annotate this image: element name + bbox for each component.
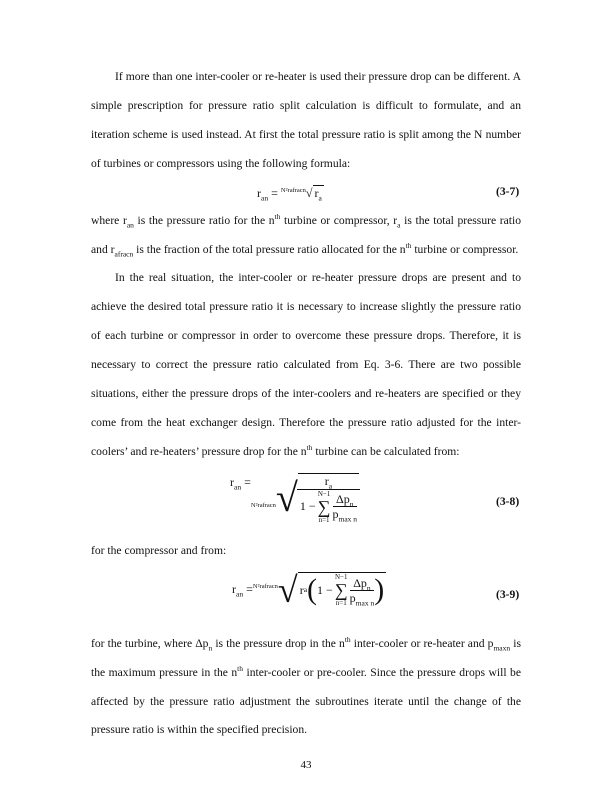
- text: is the pressure ratio for the n: [133, 213, 275, 227]
- text: th: [274, 211, 281, 221]
- subscript: n: [366, 583, 371, 593]
- sigma: ∑: [317, 496, 331, 517]
- text: turbine or compressor, r: [280, 213, 398, 227]
- root-index-sub: afracn: [259, 501, 276, 509]
- root-index: N²r: [250, 501, 260, 509]
- paragraph-intro: If more than one inter-cooler or re-heater is used their pressure drop can be different. A simple prescription for pressure ratio split calculation is difficult to formulate, and an iteration scheme is used instead. At first the total pressure ratio is split among the N number of turbines or compressors using the following formula:: [91, 70, 521, 170]
- symbol: Δp: [353, 575, 367, 590]
- text: turbine can be calculated from:: [312, 444, 460, 458]
- symbol: p: [349, 590, 356, 605]
- sum-bottom: n=1: [318, 515, 330, 524]
- symbol: Δp: [336, 492, 350, 507]
- text: th: [405, 240, 412, 250]
- sum-top: N−1: [334, 573, 348, 582]
- text: afracn: [114, 248, 134, 258]
- paragraph-compressor: for the compressor and from:: [91, 543, 227, 557]
- text: n: [208, 643, 213, 652]
- subscript: max n: [338, 514, 358, 524]
- equals: =: [271, 185, 278, 200]
- text: maxn: [493, 643, 511, 652]
- page-body: [91, 0, 521, 771]
- subscript: an: [236, 589, 244, 599]
- symbol: r: [257, 185, 261, 200]
- left-paren: (: [307, 573, 318, 607]
- text: In the real situation, the inter-cooler or re-heater pressure drops are present and to achieve the desired total pressure ratio it is necessary to increase slightly the pressure ratio of each turbine or compressor in order to overcome these pressure drops. Therefore, it is necessary to correct the pressure ratio calculated from Eq. 3-6. There are two possible situations, either the pressure drops of the inter-coolers and re-heaters are specified or they come from the heat exchanger design. Therefore the pressure ratio adjusted for the inter-coolers’ and re-heaters’ pressure drop for the n: [91, 271, 521, 458]
- symbol: r: [232, 582, 236, 597]
- one-minus: 1 −: [299, 499, 316, 514]
- symbol: r: [299, 582, 304, 597]
- text: turbine or compressor.: [411, 242, 519, 256]
- text: a: [397, 219, 401, 229]
- text: th: [344, 634, 351, 644]
- root-index-sub: afracn: [289, 186, 306, 194]
- text: is the total pressure ratio and r: [91, 213, 521, 256]
- paragraph-definitions: [91, 207, 521, 265]
- symbol: r: [230, 474, 234, 489]
- root-index: N²r: [252, 583, 262, 591]
- equation-3-8: $r_{an}$ = $^{N^2r}_{afracn}$ √ $r_a$ 1 − N−1 ∑ n=1 $\frac{\Delta p_n}{p_{max n}}$ (3-8): [230, 473, 520, 524]
- equals: =: [246, 582, 253, 597]
- symbol: r: [324, 473, 329, 488]
- text: th: [306, 443, 313, 453]
- symbol: r: [314, 185, 319, 200]
- summation: [335, 573, 348, 607]
- subscript: a: [318, 193, 322, 203]
- sum-bottom: n=1: [335, 599, 347, 608]
- text: inter-cooler or re-heater and p: [350, 636, 494, 650]
- right-paren: ): [374, 573, 385, 607]
- symbol: p: [332, 507, 339, 522]
- subscript: an: [234, 482, 242, 492]
- subscript: max n: [355, 598, 375, 608]
- sigma: ∑: [334, 580, 348, 601]
- text: where r: [91, 213, 127, 227]
- equation-number: (3-7): [496, 184, 520, 198]
- paragraph-turbine: [91, 630, 521, 746]
- one-minus: 1 −: [317, 582, 333, 597]
- text: th: [237, 663, 244, 673]
- equation-number: (3-8): [496, 494, 520, 508]
- equation-3-9: $r_{an}$ = $^{N^2r}_{afracn}$ √ r a ( 1 − N−1 ∑ n=1 $\frac{\Delta p_n}{p_{max n}}$ ) (3-9): [232, 569, 520, 610]
- subscript: a: [328, 481, 333, 491]
- equals: =: [244, 474, 251, 489]
- subscript: n: [349, 499, 354, 509]
- text: is the pressure drop in the n: [212, 636, 345, 650]
- text: an: [126, 219, 134, 229]
- root-index: N²r: [280, 186, 290, 194]
- text: is the fraction of the total pressure ratio allocated for the n: [133, 242, 406, 256]
- root-index-sub: afracn: [261, 583, 278, 591]
- page-number: 43: [300, 759, 312, 772]
- text: is the maximum pressure in the n: [91, 636, 521, 679]
- text: for the turbine, where Δp: [91, 636, 209, 650]
- subscript: an: [261, 193, 269, 203]
- fraction: [298, 473, 359, 524]
- sum-top: N−1: [317, 489, 331, 498]
- summation: [318, 490, 331, 524]
- text: inter-cooler or pre-cooler. Since the pressure drops will be affected by the pressure ratio adjustment the subroutines iterate until the change of the pressure ratio is within the specified precision.: [91, 665, 521, 737]
- equation-number: (3-9): [496, 587, 520, 601]
- paragraph-real-situation: [91, 264, 521, 466]
- radicand: [313, 185, 324, 201]
- equation-3-7: $r_{an} = ^{N^2r}_{afracn}√$ $r_a$ (3-7): [257, 184, 520, 203]
